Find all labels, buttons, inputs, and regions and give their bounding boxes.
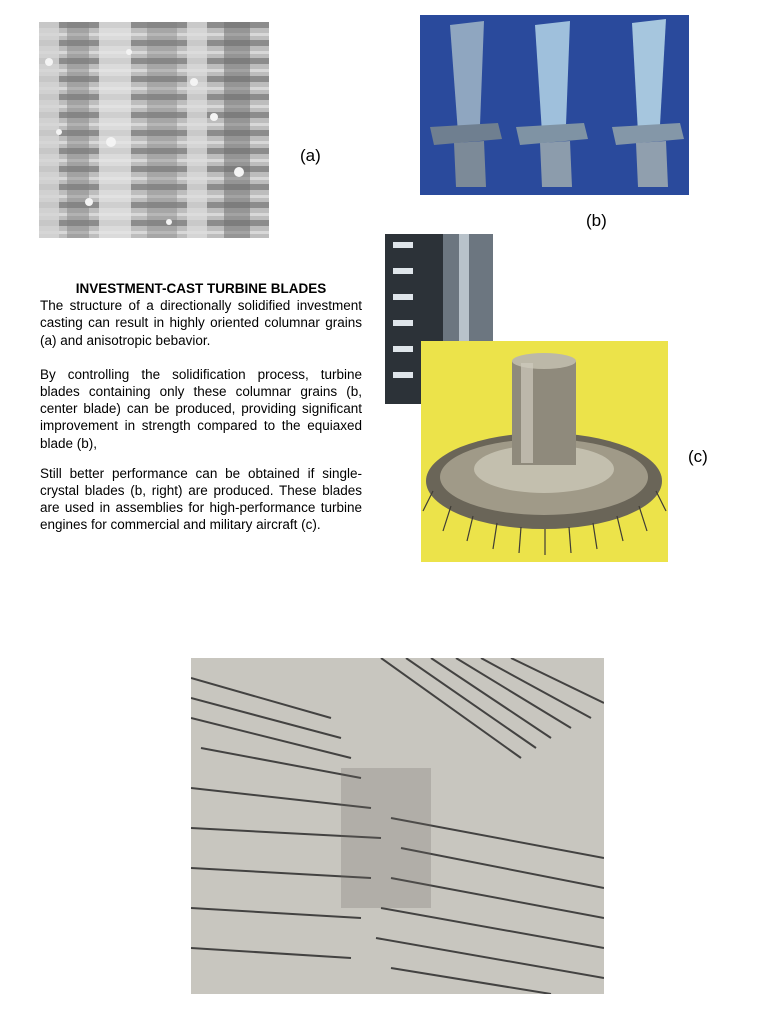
description-text — [40, 280, 362, 534]
label-c: (c) — [688, 447, 708, 466]
paragraph-1: The structure of a directionally solidified investment casting can result in highly oriented columnar grains (a) and anisotropic bebavior. — [40, 298, 362, 348]
turbine-disk-photo — [421, 341, 668, 562]
turbine-blades-photo — [420, 15, 689, 195]
paragraph-2: By controlling the solidification process, turbine blades containing only these columnar grains (b, center blade) can be produced, providing significant improvement in strength compared to the equiaxed blade (b), — [40, 366, 362, 451]
section-heading: INVESTMENT-CAST TURBINE BLADES — [75, 281, 327, 296]
dendritic-structure-micrograph — [191, 658, 604, 994]
paragraph-3: Still better performance can be obtained if single-crystal blades (b, right) are produced. These blades are used in assemblies for high-performance turbine engines for commercial and military aircraft (c). — [40, 465, 362, 533]
label-b: (b) — [586, 211, 607, 230]
label-a: (a) — [300, 146, 321, 165]
columnar-grains-micrograph — [39, 22, 269, 238]
